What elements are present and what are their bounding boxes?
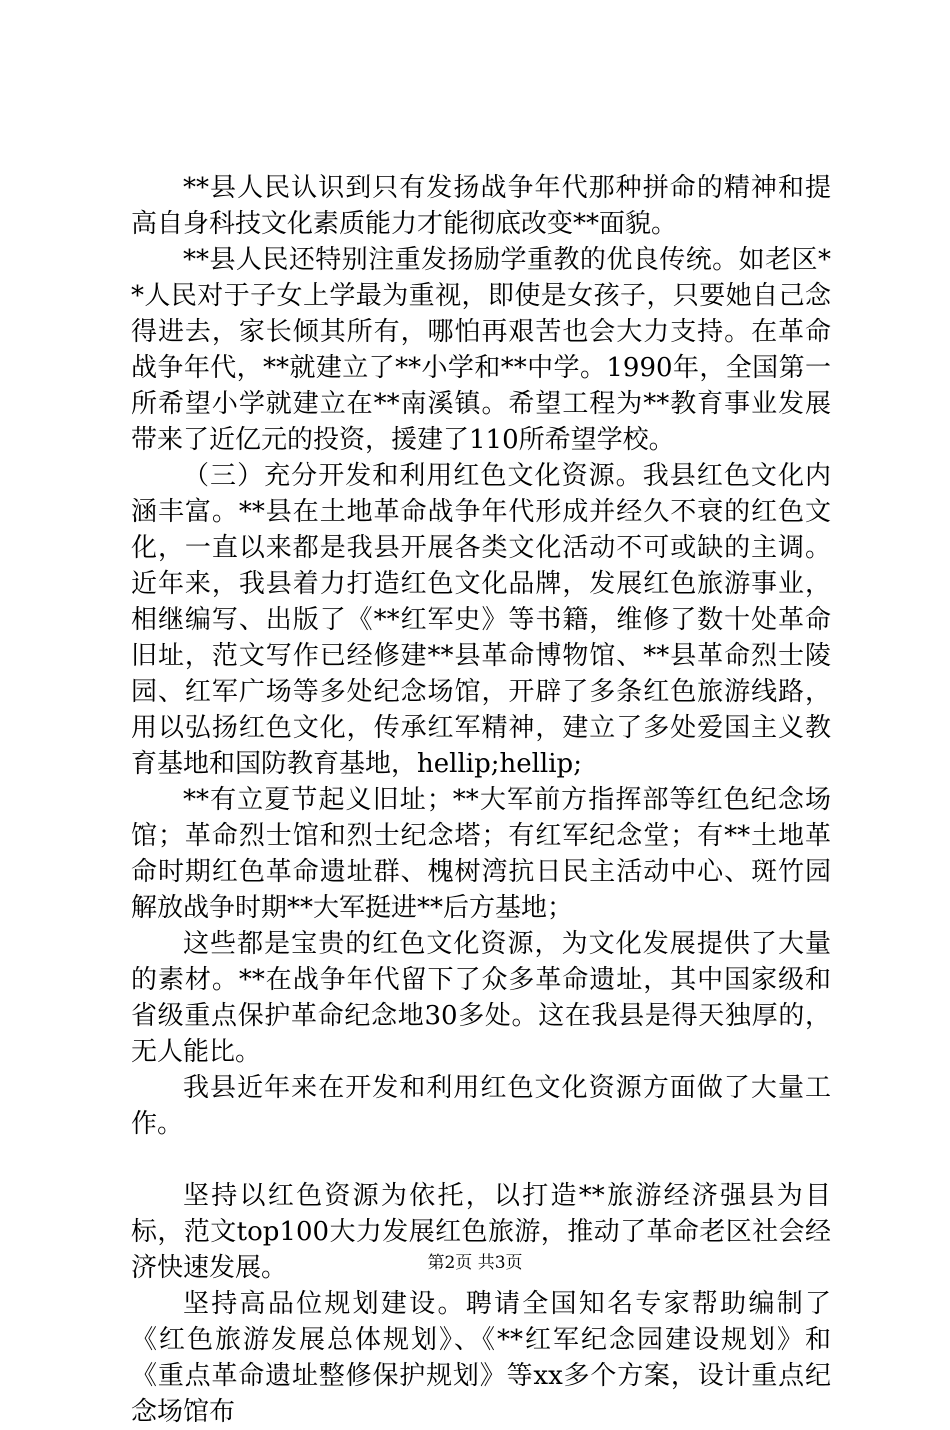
paragraph-4: **有立夏节起义旧址；**大军前方指挥部等红色纪念场馆；革命烈士馆和烈士纪念塔；有红军纪念堂；有**土地革命时期红色革命遗址群、槐树湾抗日民主活动中心、斑竹园解放战争时期**大军挺进**后方基地； [131, 785, 831, 923]
paragraph-8: 坚持高品位规划建设。聘请全国知名专家帮助编制了《红色旅游发展总体规划》、《**红军纪念园建设规划》和《重点革命遗址整修保护规划》等xx多个方案，设计重点纪念场馆布 [131, 1289, 831, 1427]
paragraph-5: 这些都是宝贵的红色文化资源，为文化发展提供了大量的素材。**在战争年代留下了众多革命遗址，其中国家级和省级重点保护革命纪念地30多处。这在我县是得天独厚的，无人能比。 [131, 929, 831, 1067]
document-body [131, 170, 831, 1430]
paragraph-1: **县人民认识到只有发扬战争年代那种拼命的精神和提高自身科技文化素质能力才能彻底改变**面貌。 [131, 173, 831, 239]
paragraph-2: **县人民还特别注重发扬励学重教的优良传统。如老区**人民对于子女上学最为重视，即使是女孩子，只要她自己念得进去，家长倾其所有，哪怕再艰苦也会大力支持。在革命战争年代，**就建立了**小学和**中学。1990年，全国第一所希望小学就建立在**南溪镇。希望工程为**教育事业发展带来了近亿元的投资，援建了110所希望学校。 [131, 245, 831, 455]
paragraph-7: 坚持以红色资源为依托，以打造**旅游经济强县为目标，范文top100大力发展红色旅游，推动了革命老区社会经济快速发展。 [131, 1181, 831, 1283]
page-number-footer: 第2页 共3页 [427, 1253, 523, 1273]
paragraph-3: （三）充分开发和利用红色文化资源。我县红色文化内涵丰富。**县在土地革命战争年代形成并经久不衰的红色文化，一直以来都是我县开展各类文化活动不可或缺的主调。近年来，我县着力打造红色文化品牌，发展红色旅游事业，相继编写、出版了《**红军史》等书籍，维修了数十处革命旧址，范文写作已经修建**县革命博物馆、**县革命烈士陵园、红军广场等多处纪念场馆，开辟了多条红色旅游线路，用以弘扬红色文化，传承红军精神，建立了多处爱国主义教育基地和国防教育基地，hellip;hellip; [131, 461, 831, 779]
paragraph-6: 我县近年来在开发和利用红色文化资源方面做了大量工作。 [131, 1073, 831, 1139]
